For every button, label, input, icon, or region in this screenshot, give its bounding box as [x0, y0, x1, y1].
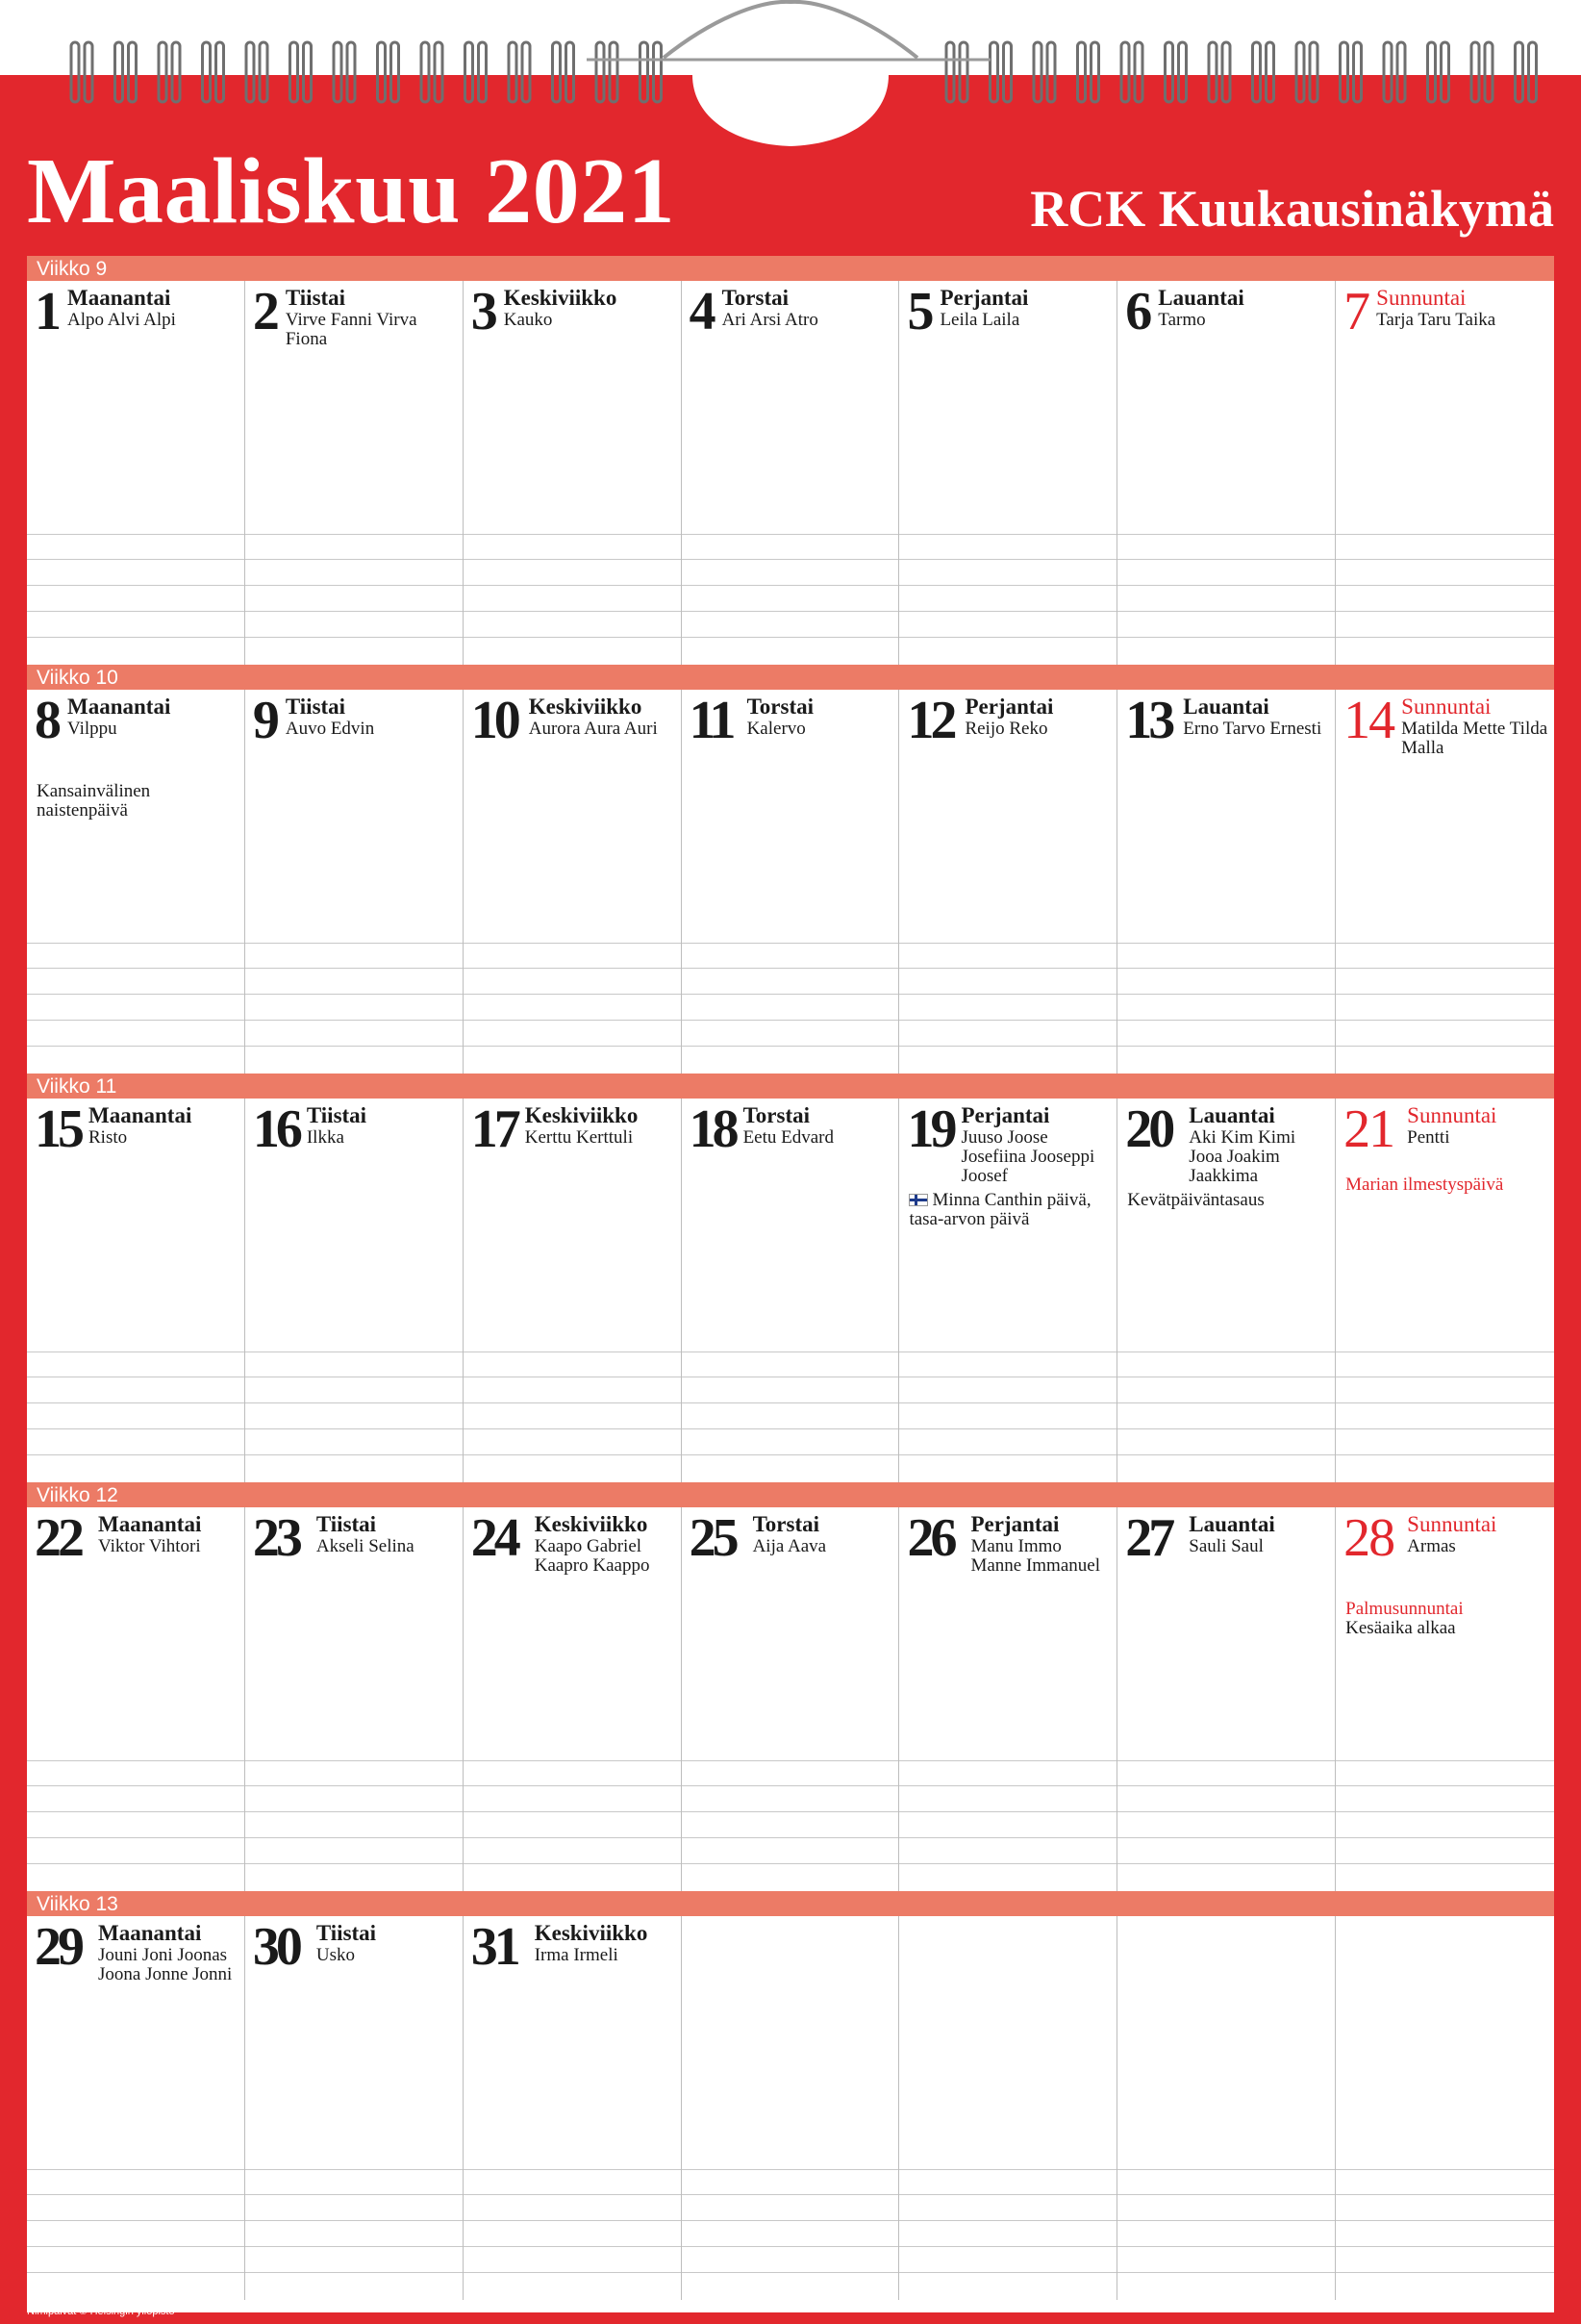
weekday-name: Keskiviikko	[534, 1921, 648, 1945]
binding-ring	[1253, 42, 1261, 102]
day-cell[interactable]	[245, 1916, 464, 2300]
empty-day-cell[interactable]	[899, 1916, 1117, 2300]
weekday-name: Torstai	[746, 695, 815, 719]
binding-ring	[1428, 42, 1436, 102]
day-number: 31	[470, 1917, 517, 1977]
name-day-names: Alpo Alvi Alpi	[67, 310, 176, 330]
writing-lines	[245, 939, 463, 1074]
day-note-text: Kesäaika alkaa	[1345, 1618, 1456, 1638]
holiday-note: Palmusunnuntai	[1345, 1599, 1464, 1619]
week-row	[27, 1891, 1554, 2300]
name-day-names: Tarmo	[1158, 310, 1206, 330]
day-cell[interactable]	[1336, 1507, 1554, 1891]
week-row	[27, 256, 1554, 665]
weekday-name: Torstai	[721, 286, 790, 310]
binding-ring	[1341, 42, 1348, 102]
writing-lines	[245, 1348, 463, 1482]
day-cell[interactable]	[1117, 281, 1336, 665]
week-row	[27, 665, 1554, 1074]
name-day-names: Leila Laila	[940, 310, 1020, 330]
day-note-text: Minna Canthin päivä, tasa-arvon päivä	[909, 1190, 1092, 1229]
day-cell[interactable]	[899, 1507, 1117, 1891]
day-number: 26	[907, 1508, 954, 1568]
hanger-notch	[692, 75, 889, 146]
day-number: 7	[1343, 282, 1369, 341]
day-number: 12	[907, 691, 954, 750]
day-number: 2	[252, 282, 276, 341]
writing-lines	[27, 1348, 244, 1482]
binding-ring	[1166, 42, 1173, 102]
binding-ring	[522, 42, 530, 102]
hanger-hook-icon	[664, 2, 917, 58]
week-label: Viikko 11	[27, 1074, 1554, 1099]
writing-lines	[464, 1348, 681, 1482]
writing-lines	[27, 1756, 244, 1891]
binding-ring	[1121, 42, 1129, 102]
binding-ring	[246, 42, 254, 102]
day-number: 1	[35, 282, 58, 341]
day-number: 3	[470, 282, 494, 341]
writing-lines	[899, 530, 1117, 665]
binding-ring	[1267, 42, 1274, 102]
writing-lines	[464, 1756, 681, 1891]
binding-ring	[1078, 42, 1086, 102]
day-cell[interactable]	[682, 1507, 900, 1891]
writing-lines	[1336, 939, 1554, 1074]
weekday-name: Perjantai	[940, 286, 1029, 310]
weekday-name: Lauantai	[1189, 1512, 1275, 1536]
day-number: 23	[252, 1508, 299, 1568]
day-number: 30	[252, 1917, 299, 1977]
binding-ring	[172, 42, 180, 102]
day-cell[interactable]	[27, 1099, 245, 1482]
weekday-name: Perjantai	[970, 1512, 1060, 1536]
day-number: 6	[1125, 282, 1149, 341]
weekday-name: Lauantai	[1189, 1103, 1275, 1127]
day-cell[interactable]	[1117, 1099, 1336, 1482]
binding-ring	[159, 42, 166, 102]
day-cell[interactable]	[682, 281, 900, 665]
day-number: 19	[907, 1099, 954, 1159]
binding-ring	[553, 42, 561, 102]
day-number: 21	[1343, 1099, 1394, 1159]
day-cell[interactable]	[1336, 690, 1554, 1074]
binding-ring	[290, 42, 298, 102]
day-cell[interactable]	[27, 281, 245, 665]
writing-lines	[245, 2165, 463, 2300]
day-note	[1345, 1175, 1547, 1195]
binding-ring	[1485, 42, 1493, 102]
day-number: 18	[689, 1099, 736, 1159]
day-number: 13	[1125, 691, 1172, 750]
day-number: 4	[689, 282, 713, 341]
binding-ring	[1047, 42, 1055, 102]
writing-lines	[899, 2165, 1117, 2300]
weekday-name: Lauantai	[1183, 695, 1269, 719]
binding-ring	[1354, 42, 1362, 102]
name-day-names: Pentti	[1407, 1127, 1450, 1148]
writing-lines	[1336, 1756, 1554, 1891]
week-label: Viikko 12	[27, 1482, 1554, 1507]
day-cell[interactable]	[464, 281, 682, 665]
writing-lines	[464, 530, 681, 665]
writing-lines	[1336, 530, 1554, 665]
weekday-name: Torstai	[742, 1103, 811, 1127]
name-day-names: Armas	[1407, 1536, 1456, 1556]
binding-ring	[1034, 42, 1041, 102]
day-note-text: Kansainvälinen naistenpäivä	[37, 781, 151, 821]
name-day-names: Manu Immo Manne Immanuel	[970, 1536, 1100, 1576]
name-day-names: Kalervo	[746, 719, 806, 739]
day-note	[1345, 1619, 1547, 1638]
name-day-names: Ilkka	[306, 1127, 344, 1148]
binding-ring	[85, 42, 92, 102]
day-cell[interactable]	[1117, 1507, 1336, 1891]
binding-ring	[260, 42, 267, 102]
binding-ring	[1092, 42, 1099, 102]
day-number: 8	[35, 691, 58, 750]
binding-ring	[1296, 42, 1304, 102]
day-cell[interactable]	[464, 1099, 682, 1482]
writing-lines	[1117, 1756, 1335, 1891]
week-label: Viikko 10	[27, 665, 1554, 690]
writing-lines	[245, 1756, 463, 1891]
footer-credit: Nimipäivät © Helsingin yliopisto	[27, 2306, 175, 2317]
name-day-names: Ari Arsi Atro	[721, 310, 818, 330]
name-day-names: Viktor Vihtori	[98, 1536, 201, 1556]
weekday-name: Maanantai	[67, 286, 171, 310]
writing-lines	[682, 2165, 899, 2300]
name-day-names: Vilppu	[67, 719, 117, 739]
binding-ring	[479, 42, 487, 102]
weekday-name: Perjantai	[961, 1103, 1050, 1127]
weekday-name: Keskiviikko	[503, 286, 617, 310]
empty-day-cell[interactable]	[1117, 1916, 1336, 2300]
writing-lines	[27, 2165, 244, 2300]
week-row	[27, 1482, 1554, 1891]
day-number: 29	[35, 1917, 81, 1977]
writing-lines	[899, 1756, 1117, 1891]
binding-ring	[610, 42, 617, 102]
name-day-names: Jouni Joni Joonas Joona Jonne Jonni	[98, 1945, 233, 1984]
name-day-names: Tarja Taru Taika	[1376, 310, 1496, 330]
finnish-flag-icon	[909, 1194, 928, 1206]
day-cell[interactable]	[245, 690, 464, 1074]
day-note-text: Marian ilmestyspäivä	[1345, 1175, 1504, 1195]
binding-ring	[1222, 42, 1230, 102]
weekday-name: Torstai	[752, 1512, 820, 1536]
day-note	[909, 1191, 1111, 1229]
writing-lines	[1336, 2165, 1554, 2300]
day-cell[interactable]	[245, 1099, 464, 1482]
name-day-names: Eetu Edvard	[742, 1127, 835, 1148]
writing-lines	[464, 2165, 681, 2300]
writing-lines	[1117, 530, 1335, 665]
day-cell[interactable]	[464, 690, 682, 1074]
binding-ring	[566, 42, 574, 102]
binding-ring	[435, 42, 442, 102]
writing-lines	[1117, 2165, 1335, 2300]
week-label: Viikko 9	[27, 256, 1554, 281]
binding-ring	[129, 42, 137, 102]
name-day-names: Usko	[315, 1945, 355, 1965]
binding-ring	[71, 42, 79, 102]
binding-ring	[960, 42, 967, 102]
binding-ring	[1471, 42, 1479, 102]
binding-ring	[334, 42, 341, 102]
day-cell[interactable]	[899, 1099, 1117, 1482]
day-cell[interactable]	[27, 1507, 245, 1891]
binding-ring	[596, 42, 604, 102]
writing-lines	[1336, 1348, 1554, 1482]
weekday-name: Sunnuntai	[1376, 286, 1467, 310]
week-label: Viikko 13	[27, 1891, 1554, 1916]
binding-ring	[216, 42, 224, 102]
weekday-name: Lauantai	[1158, 286, 1244, 310]
writing-lines	[899, 939, 1117, 1074]
day-cell[interactable]	[1117, 690, 1336, 1074]
binding-ring	[1516, 42, 1523, 102]
weekday-name: Maanantai	[98, 1512, 202, 1536]
binding-ring	[203, 42, 211, 102]
writing-lines	[27, 939, 244, 1074]
day-note	[1127, 1191, 1329, 1210]
day-cell[interactable]	[682, 1099, 900, 1482]
name-day-names: Sauli Saul	[1189, 1536, 1264, 1556]
weekday-name: Sunnuntai	[1407, 1512, 1497, 1536]
day-note	[37, 782, 238, 821]
binding-ring	[465, 42, 473, 102]
weekday-name: Keskiviikko	[528, 695, 642, 719]
writing-lines	[1117, 939, 1335, 1074]
empty-day-cell[interactable]	[682, 1916, 900, 2300]
weekday-name: Keskiviikko	[534, 1512, 648, 1536]
day-number: 5	[907, 282, 931, 341]
day-cell[interactable]	[464, 1916, 682, 2300]
weekday-name: Keskiviikko	[524, 1103, 639, 1127]
weekday-name: Sunnuntai	[1401, 695, 1492, 719]
name-day-names: Akseli Selina	[315, 1536, 414, 1556]
binding-ring	[347, 42, 355, 102]
binding-ring	[1384, 42, 1392, 102]
day-cell[interactable]	[899, 690, 1117, 1074]
binding-ring	[1442, 42, 1449, 102]
name-day-names: Risto	[88, 1127, 128, 1148]
day-number: 9	[252, 691, 276, 750]
name-day-names: Juuso Joose Josefiina Jooseppi Joosef	[961, 1127, 1095, 1186]
name-day-names: Kerttu Kerttuli	[524, 1127, 634, 1148]
day-cell[interactable]	[245, 1507, 464, 1891]
binding-ring	[378, 42, 386, 102]
empty-day-cell[interactable]	[1336, 1916, 1554, 2300]
binding-ring	[1209, 42, 1217, 102]
day-number: 11	[689, 691, 733, 750]
weekday-name: Tiistai	[285, 286, 346, 310]
binding-ring	[1004, 42, 1012, 102]
writing-lines	[464, 939, 681, 1074]
writing-lines	[1117, 1348, 1335, 1482]
day-cell[interactable]	[682, 690, 900, 1074]
binding-ring	[1135, 42, 1142, 102]
day-number: 14	[1343, 691, 1394, 750]
day-number: 10	[470, 691, 517, 750]
writing-lines	[682, 1348, 899, 1482]
name-day-names: Kaapo Gabriel Kaapro Kaappo	[534, 1536, 650, 1576]
name-day-names: Aija Aava	[752, 1536, 827, 1556]
binding-ring	[1179, 42, 1187, 102]
name-day-names: Auvo Edvin	[285, 719, 375, 739]
day-cell[interactable]	[27, 690, 245, 1074]
writing-lines	[245, 530, 463, 665]
weekday-name: Tiistai	[315, 1512, 377, 1536]
weekday-name: Tiistai	[315, 1921, 377, 1945]
name-day-names: Aki Kim Kimi Jooa Joakim Jaakkima	[1189, 1127, 1296, 1186]
day-number: 16	[252, 1099, 299, 1159]
binding-ring	[1397, 42, 1405, 102]
month-title: Maaliskuu 2021	[27, 139, 676, 243]
day-cell[interactable]	[899, 281, 1117, 665]
writing-lines	[682, 530, 899, 665]
day-number: 27	[1125, 1508, 1172, 1568]
weekday-name: Perjantai	[965, 695, 1054, 719]
name-day-names: Irma Irmeli	[534, 1945, 618, 1965]
writing-lines	[899, 1348, 1117, 1482]
week-row	[27, 1074, 1554, 1482]
name-day-names: Kauko	[503, 310, 553, 330]
name-day-names: Matilda Mette Tilda Malla	[1401, 719, 1548, 758]
writing-lines	[682, 939, 899, 1074]
day-cell[interactable]	[1336, 1099, 1554, 1482]
day-number: 25	[689, 1508, 736, 1568]
binding-ring	[1310, 42, 1318, 102]
name-day-names: Reijo Reko	[965, 719, 1048, 739]
day-note-text: Kevätpäiväntasaus	[1127, 1190, 1265, 1210]
weekday-name: Sunnuntai	[1407, 1103, 1497, 1127]
day-cell[interactable]	[245, 281, 464, 665]
month-grid	[27, 256, 1554, 2312]
day-number: 24	[470, 1508, 517, 1568]
writing-lines	[27, 530, 244, 665]
weekday-name: Tiistai	[285, 695, 346, 719]
weekday-name: Tiistai	[306, 1103, 367, 1127]
day-cell[interactable]	[27, 1916, 245, 2300]
day-number: 17	[470, 1099, 517, 1159]
day-number: 15	[35, 1099, 81, 1159]
name-day-names: Erno Tarvo Ernesti	[1183, 719, 1322, 739]
binding-ring	[640, 42, 648, 102]
weekday-name: Maanantai	[98, 1921, 202, 1945]
weekday-name: Maanantai	[88, 1103, 192, 1127]
binding-ring	[509, 42, 516, 102]
writing-lines	[682, 1756, 899, 1891]
day-number: 20	[1125, 1099, 1172, 1159]
binding-ring	[304, 42, 312, 102]
day-cell[interactable]	[464, 1507, 682, 1891]
name-day-names: Aurora Aura Auri	[528, 719, 658, 739]
calendar-subtitle: RCK Kuukausinäkymä	[1030, 180, 1554, 238]
binding-ring	[421, 42, 429, 102]
day-number: 28	[1343, 1508, 1394, 1568]
binding-ring	[654, 42, 662, 102]
binding-ring	[991, 42, 998, 102]
binding-ring	[115, 42, 123, 102]
day-number: 22	[35, 1508, 81, 1568]
binding-ring	[946, 42, 954, 102]
binding-ring	[1529, 42, 1537, 102]
name-day-names: Virve Fanni Virva Fiona	[285, 310, 417, 349]
binding-ring	[391, 42, 399, 102]
weekday-name: Maanantai	[67, 695, 171, 719]
day-cell[interactable]	[1336, 281, 1554, 665]
